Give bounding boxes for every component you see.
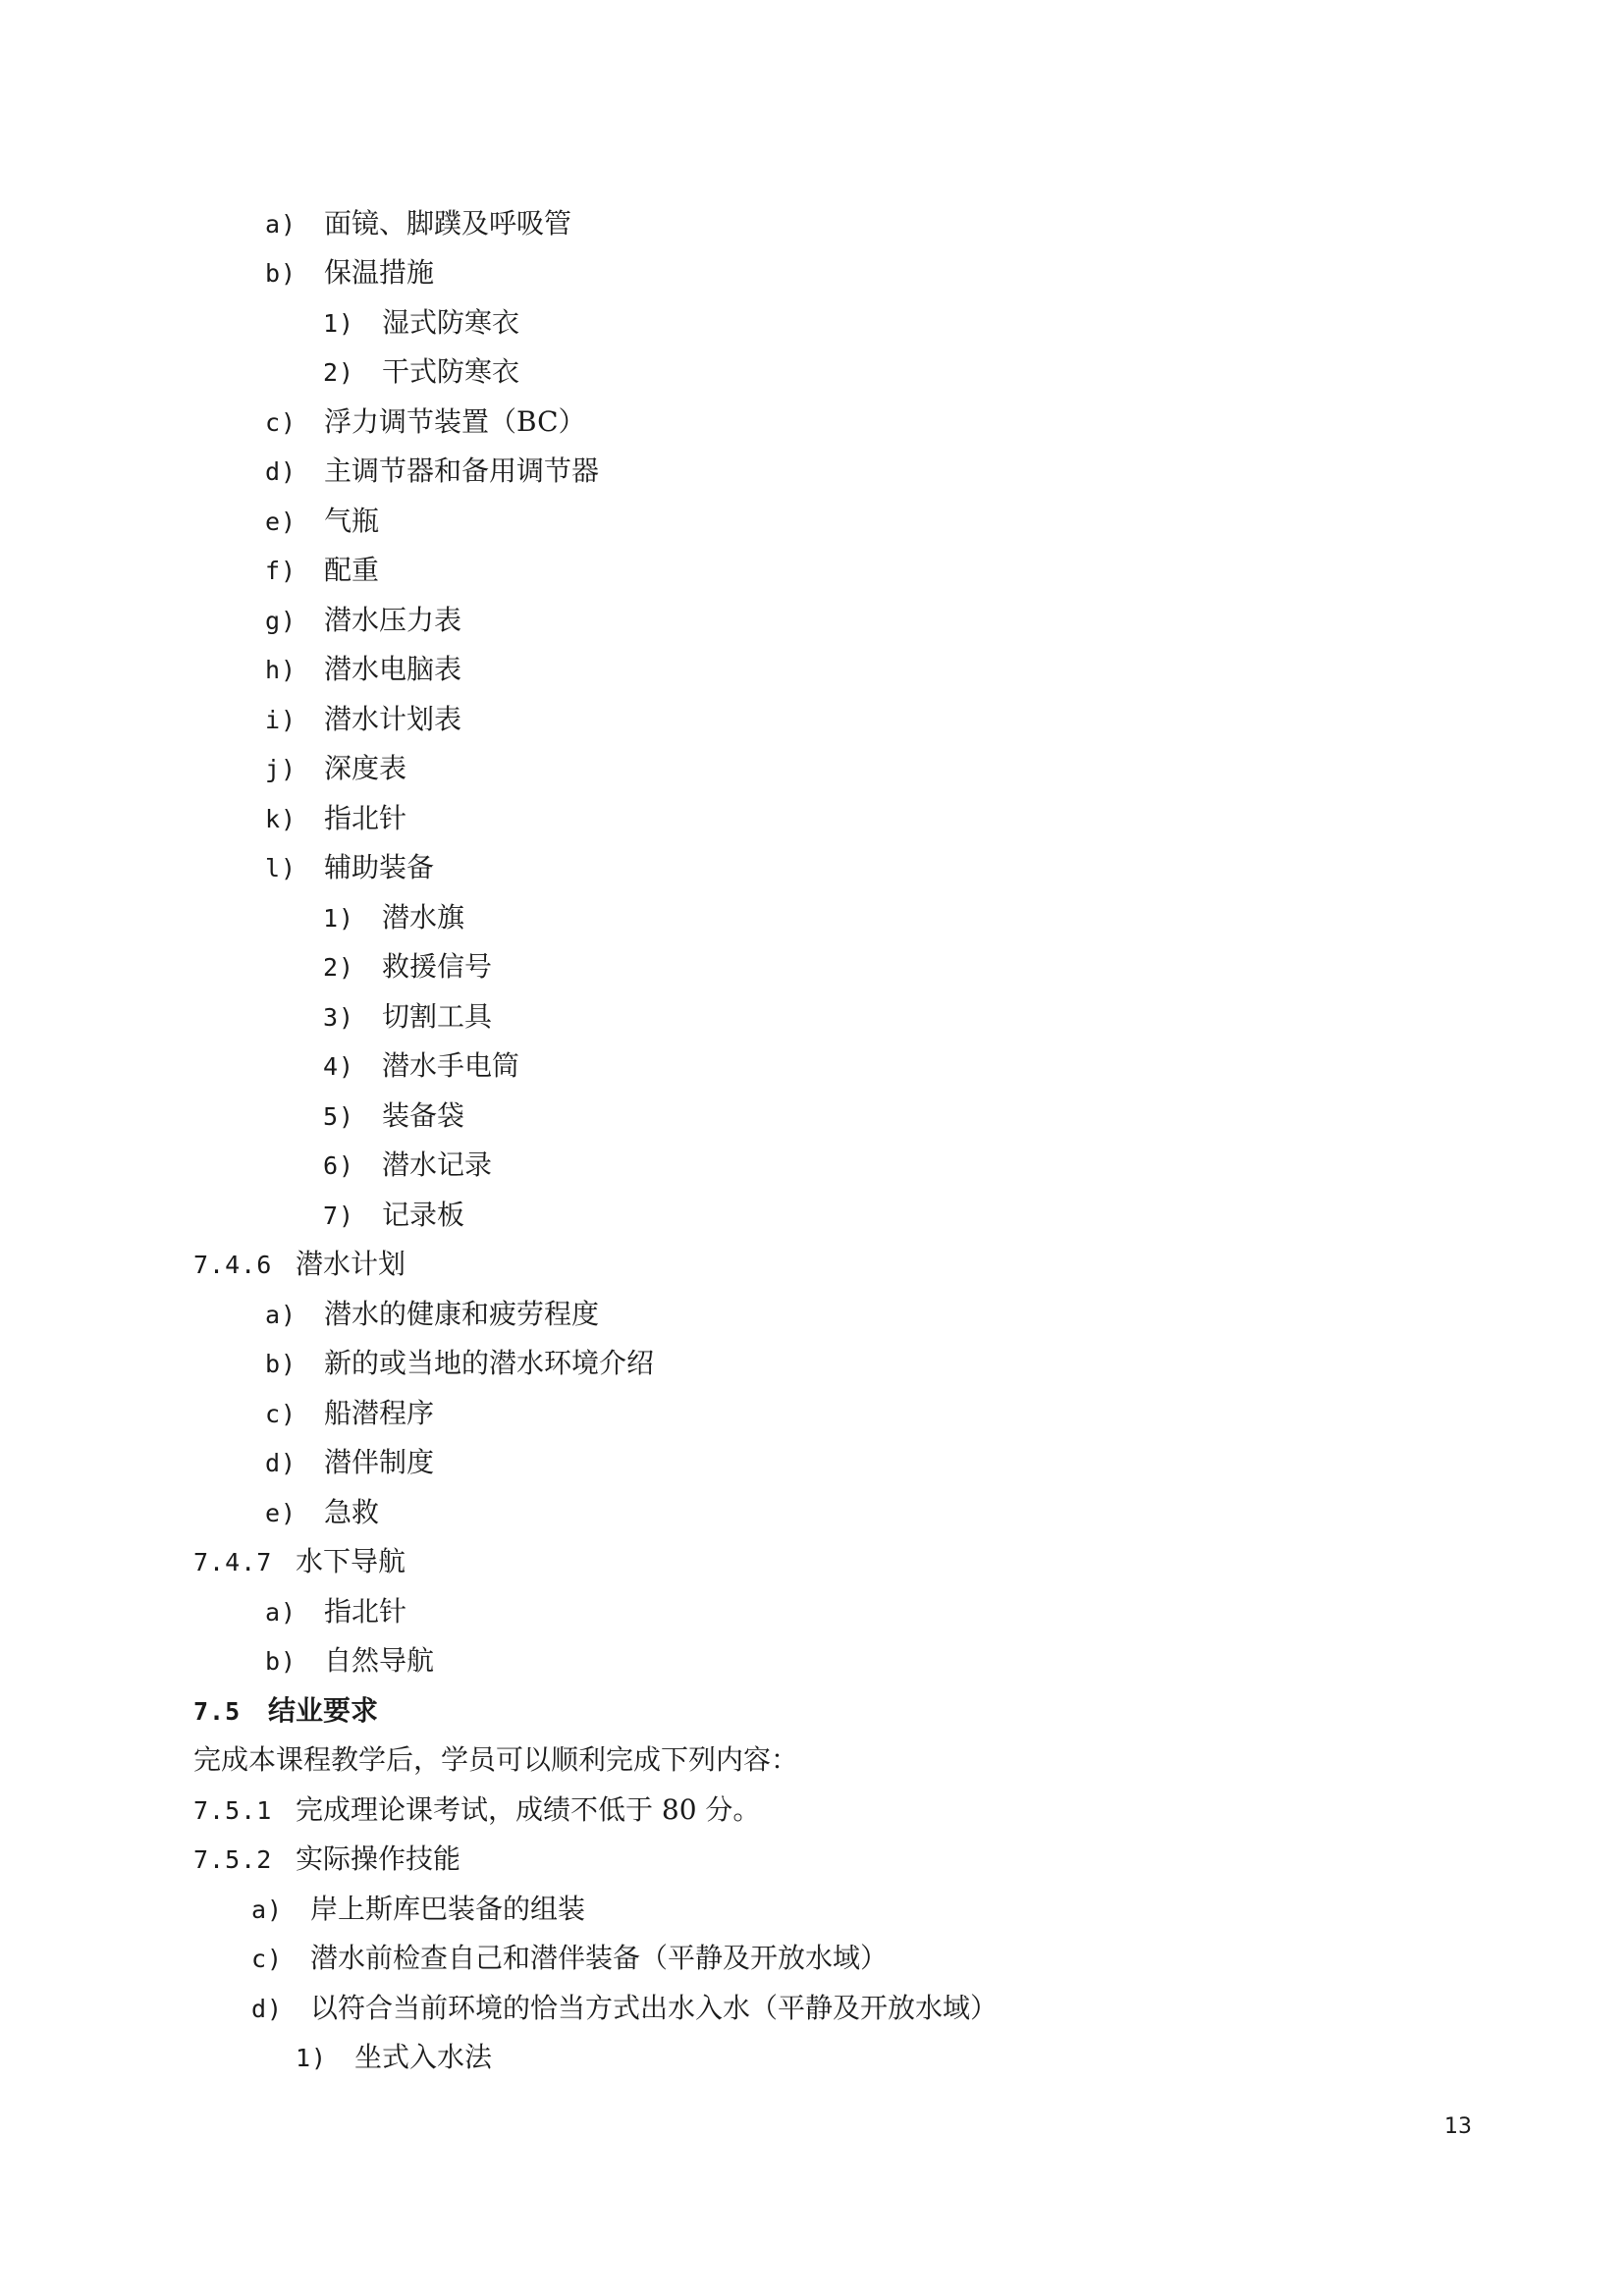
list-item xyxy=(323,1046,519,1086)
list-item xyxy=(265,402,586,442)
list-item xyxy=(265,799,406,838)
item-marker: a) xyxy=(265,1598,298,1627)
list-item xyxy=(296,2038,492,2077)
item-marker: b) xyxy=(265,259,298,288)
list-item xyxy=(265,204,571,243)
item-marker: e) xyxy=(265,1499,298,1527)
item-marker: a) xyxy=(265,1301,298,1329)
item-text: 指北针 xyxy=(324,802,407,834)
list-item xyxy=(251,1890,585,1929)
item-marker: b) xyxy=(265,1350,298,1378)
section-title: 完成理论课考试，成绩不低于 80 分。 xyxy=(296,1793,761,1826)
item-marker: d) xyxy=(265,1449,298,1477)
item-marker: 1) xyxy=(323,309,355,338)
item-text: 装备袋 xyxy=(382,1099,465,1132)
item-marker: 1) xyxy=(296,2044,328,2072)
list-item xyxy=(323,1146,492,1185)
item-text: 气瓶 xyxy=(324,505,380,537)
section-number: 7.4.7 xyxy=(193,1548,273,1576)
list-item xyxy=(265,1592,406,1631)
list-item xyxy=(265,1344,654,1383)
item-marker: k) xyxy=(265,805,298,833)
item-text: 急救 xyxy=(324,1496,380,1528)
page-number: 13 xyxy=(1444,2114,1472,2139)
section-heading xyxy=(193,1542,406,1581)
section-heading xyxy=(193,1790,760,1830)
item-marker: e) xyxy=(265,507,298,536)
item-text: 面镜、脚蹼及呼吸管 xyxy=(324,207,572,240)
list-item xyxy=(265,601,461,640)
section-number: 7.5.1 xyxy=(193,1796,273,1825)
item-marker: 5) xyxy=(323,1102,355,1131)
section-number: 7.5 xyxy=(193,1697,242,1726)
list-item xyxy=(265,1641,434,1681)
list-item xyxy=(265,1443,434,1482)
item-text: 潜水旗 xyxy=(382,901,465,934)
list-item xyxy=(323,997,492,1037)
item-text: 记录板 xyxy=(382,1199,465,1231)
list-item xyxy=(251,1989,998,2028)
item-marker: l) xyxy=(265,854,298,882)
list-item xyxy=(265,1394,434,1433)
item-marker: 3) xyxy=(323,1003,355,1032)
paragraph-text: 完成本课程教学后，学员可以顺利完成下列内容： xyxy=(193,1743,799,1776)
list-item xyxy=(265,749,406,788)
list-item xyxy=(265,253,434,293)
list-item xyxy=(265,502,379,541)
section-number: 7.5.2 xyxy=(193,1845,273,1874)
item-text: 深度表 xyxy=(324,752,407,784)
item-text: 湿式防寒衣 xyxy=(382,306,520,339)
item-text: 坐式入水法 xyxy=(354,2041,493,2073)
item-marker: 2) xyxy=(323,358,355,387)
item-marker: a) xyxy=(251,1896,284,1924)
item-marker: 1) xyxy=(323,904,355,933)
item-marker: 7) xyxy=(323,1201,355,1230)
item-text: 救援信号 xyxy=(382,950,493,983)
list-item xyxy=(265,452,599,491)
item-text: 潜水手电筒 xyxy=(382,1049,520,1082)
item-text: 潜水的健康和疲劳程度 xyxy=(324,1298,600,1330)
item-marker: j) xyxy=(265,755,298,783)
item-text: 浮力调节装置（BC） xyxy=(324,405,586,438)
item-text: 潜水前检查自己和潜伴装备（平静及开放水域） xyxy=(310,1942,889,1974)
item-text: 岸上斯库巴装备的组装 xyxy=(310,1893,586,1925)
section-title: 实际操作技能 xyxy=(296,1842,461,1875)
list-item xyxy=(323,1096,464,1136)
item-marker: 2) xyxy=(323,953,355,982)
item-marker: c) xyxy=(251,1945,284,1973)
item-text: 船潜程序 xyxy=(324,1397,435,1429)
paragraph xyxy=(193,1740,798,1780)
list-item xyxy=(323,303,519,343)
section-heading xyxy=(193,1245,406,1284)
item-text: 保温措施 xyxy=(324,256,435,289)
item-marker: 4) xyxy=(323,1052,355,1081)
item-text: 潜水记录 xyxy=(382,1148,493,1181)
item-text: 以符合当前环境的恰当方式出水入水（平静及开放水域） xyxy=(310,1992,999,2024)
section-heading xyxy=(193,1691,378,1731)
item-marker: b) xyxy=(265,1647,298,1676)
item-text: 新的或当地的潜水环境介绍 xyxy=(324,1347,655,1379)
list-item xyxy=(265,848,434,887)
item-text: 潜水电脑表 xyxy=(324,653,462,685)
list-item xyxy=(265,1295,599,1334)
item-text: 潜水计划表 xyxy=(324,703,462,735)
item-marker: d) xyxy=(251,1995,284,2023)
item-marker: a) xyxy=(265,210,298,239)
item-text: 主调节器和备用调节器 xyxy=(324,454,600,487)
item-text: 潜伴制度 xyxy=(324,1446,435,1478)
section-title: 水下导航 xyxy=(296,1545,406,1577)
item-text: 配重 xyxy=(324,554,380,586)
item-text: 自然导航 xyxy=(324,1644,435,1677)
item-marker: d) xyxy=(265,457,298,486)
item-text: 干式防寒衣 xyxy=(382,355,520,388)
item-marker: c) xyxy=(265,1400,298,1428)
list-item xyxy=(265,650,461,689)
item-marker: h) xyxy=(265,656,298,684)
list-item xyxy=(265,1493,379,1532)
list-item xyxy=(323,1196,464,1235)
section-heading xyxy=(193,1840,460,1879)
item-marker: i) xyxy=(265,706,298,734)
item-marker: c) xyxy=(265,408,298,437)
item-marker: f) xyxy=(265,557,298,585)
item-marker: g) xyxy=(265,607,298,635)
item-text: 指北针 xyxy=(324,1595,407,1628)
list-item xyxy=(323,352,519,392)
section-title: 结业要求 xyxy=(268,1694,379,1727)
item-marker: 6) xyxy=(323,1151,355,1180)
list-item xyxy=(265,700,461,739)
item-text: 切割工具 xyxy=(382,1000,493,1033)
list-item xyxy=(265,551,379,590)
section-title: 潜水计划 xyxy=(296,1248,406,1280)
list-item xyxy=(251,1939,888,1978)
section-number: 7.4.6 xyxy=(193,1251,273,1279)
item-text: 辅助装备 xyxy=(324,851,435,883)
item-text: 潜水压力表 xyxy=(324,604,462,636)
list-item xyxy=(323,947,492,987)
list-item xyxy=(323,898,464,937)
